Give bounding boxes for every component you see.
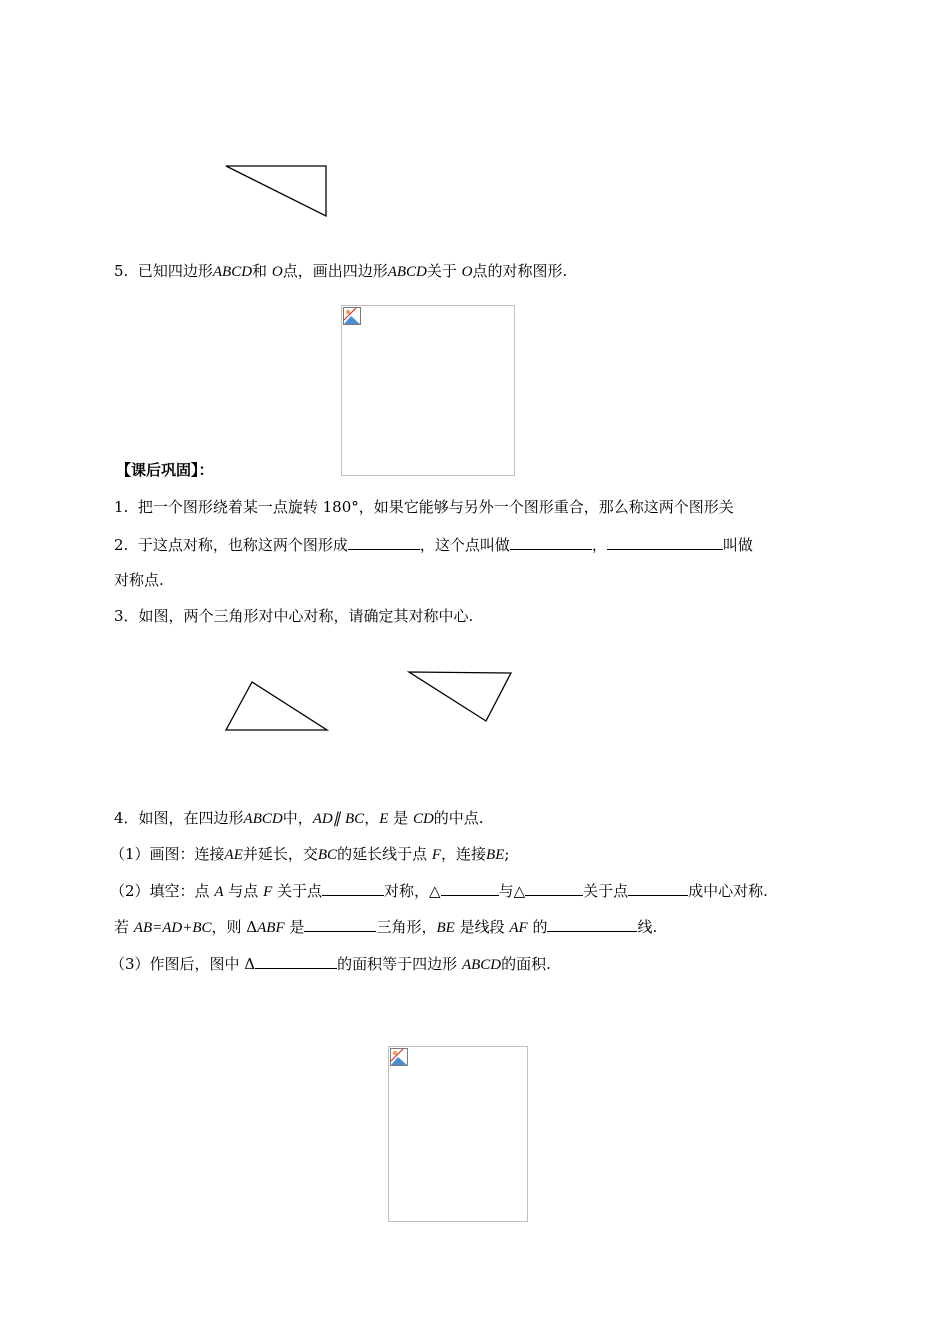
answer-blank[interactable] [607, 534, 723, 550]
math-label: AD [312, 811, 333, 827]
question-number: 5. [114, 262, 129, 280]
text: 与点 [228, 882, 259, 900]
text: ， [591, 536, 607, 554]
triangle-left-figure [222, 676, 334, 736]
question-4 [114, 808, 484, 829]
math-label: BC [345, 811, 365, 827]
text: 是线段 [459, 918, 505, 936]
text: 的 [532, 918, 548, 936]
text: 三角形， [376, 918, 437, 936]
text: （2）填空：点 [110, 882, 210, 900]
math-label: ABCD [212, 264, 253, 280]
math-label: F [263, 884, 273, 900]
text: 已知四边形 [137, 262, 213, 280]
text: 的面积. [501, 955, 551, 973]
math-label: ABCD [387, 264, 427, 280]
question-number: 1. [114, 498, 129, 516]
math-label: F [431, 847, 442, 863]
text: 把一个图形绕着某一点旋转 180°，如果它能够与另外一个图形重合，那么称这两个图形关 [137, 498, 734, 516]
missing-image-quadrilateral-abcd [388, 1046, 528, 1222]
text: 成中心对称. [688, 882, 768, 900]
answer-blank[interactable] [547, 916, 637, 932]
text: ， [364, 809, 380, 827]
answer-blank[interactable] [304, 916, 376, 932]
question-4-part-3 [110, 953, 551, 975]
text: 线. [637, 918, 658, 936]
text: ，则 Δ [211, 918, 258, 936]
answer-blank[interactable] [510, 534, 592, 550]
text: 的中点. [433, 809, 484, 827]
answer-blank[interactable] [628, 880, 688, 896]
math-label: ∥ [332, 811, 341, 827]
text: 对称，△ [384, 882, 441, 900]
math-label: O [271, 264, 283, 280]
text: 于这点对称，也称这两个图形成 [137, 536, 348, 554]
answer-blank[interactable] [322, 880, 384, 896]
triangle-right-figure [404, 668, 516, 728]
answer-blank[interactable] [441, 880, 499, 896]
text: 和 [252, 262, 268, 280]
paragraph-2 [114, 534, 753, 555]
math-label: BE [436, 920, 455, 936]
answer-blank[interactable] [348, 534, 420, 550]
text: 点，画出四边形 [282, 262, 388, 280]
right-triangle-figure [220, 160, 340, 225]
text: 关于 [426, 262, 457, 280]
question-4-part-2-continued [114, 916, 657, 938]
text: 中， [282, 809, 313, 827]
broken-image-icon [343, 307, 361, 325]
math-label: ABCD [243, 811, 283, 827]
text: ; [504, 845, 510, 863]
math-label: ABCD [461, 957, 502, 973]
paragraph-3: 3．如图，两个三角形对中心对称，请确定其对称中心. [114, 607, 474, 625]
text: 叫做 [722, 536, 753, 554]
text: （3）作图后，图中 Δ [110, 955, 256, 973]
text: 是 [289, 918, 305, 936]
paragraph-2-continued: 对称点. [114, 571, 164, 589]
text: ，连接 [441, 845, 487, 863]
text: ，这个点叫做 [419, 536, 510, 554]
question-5 [114, 261, 567, 282]
text: 的面积等于四边形 [337, 955, 458, 973]
math-label: AB=AD+BC [133, 920, 212, 936]
text: 关于点 [583, 882, 629, 900]
question-4-part-2 [110, 880, 768, 902]
math-label: CD [412, 811, 434, 827]
math-label: AF [509, 920, 528, 936]
math-label: O [461, 264, 473, 280]
answer-blank[interactable] [525, 880, 583, 896]
text: 并延长，交 [242, 845, 318, 863]
text: 点的对称图形. [472, 262, 568, 280]
text: 与△ [498, 882, 526, 900]
answer-blank[interactable] [255, 953, 337, 969]
broken-image-icon [390, 1048, 408, 1066]
text: 4．如图，在四边形 [114, 809, 244, 827]
paragraph-1 [114, 497, 734, 517]
math-label: BC [317, 847, 338, 863]
math-label: E [379, 811, 389, 827]
text: （1）画图：连接 [110, 845, 225, 863]
text: 的延长线于点 [337, 845, 428, 863]
math-label: BE [486, 847, 505, 863]
question-number: 2. [114, 536, 129, 554]
math-label: A [214, 884, 224, 900]
text: 关于点 [277, 882, 323, 900]
missing-image-quadrilateral [341, 305, 515, 476]
question-4-part-1 [110, 844, 509, 865]
text: 是 [393, 809, 409, 827]
text: 若 [114, 918, 130, 936]
math-label: ABF [257, 920, 285, 936]
section-heading: 【课后巩固】： [116, 461, 214, 479]
math-label: AE [224, 847, 243, 863]
